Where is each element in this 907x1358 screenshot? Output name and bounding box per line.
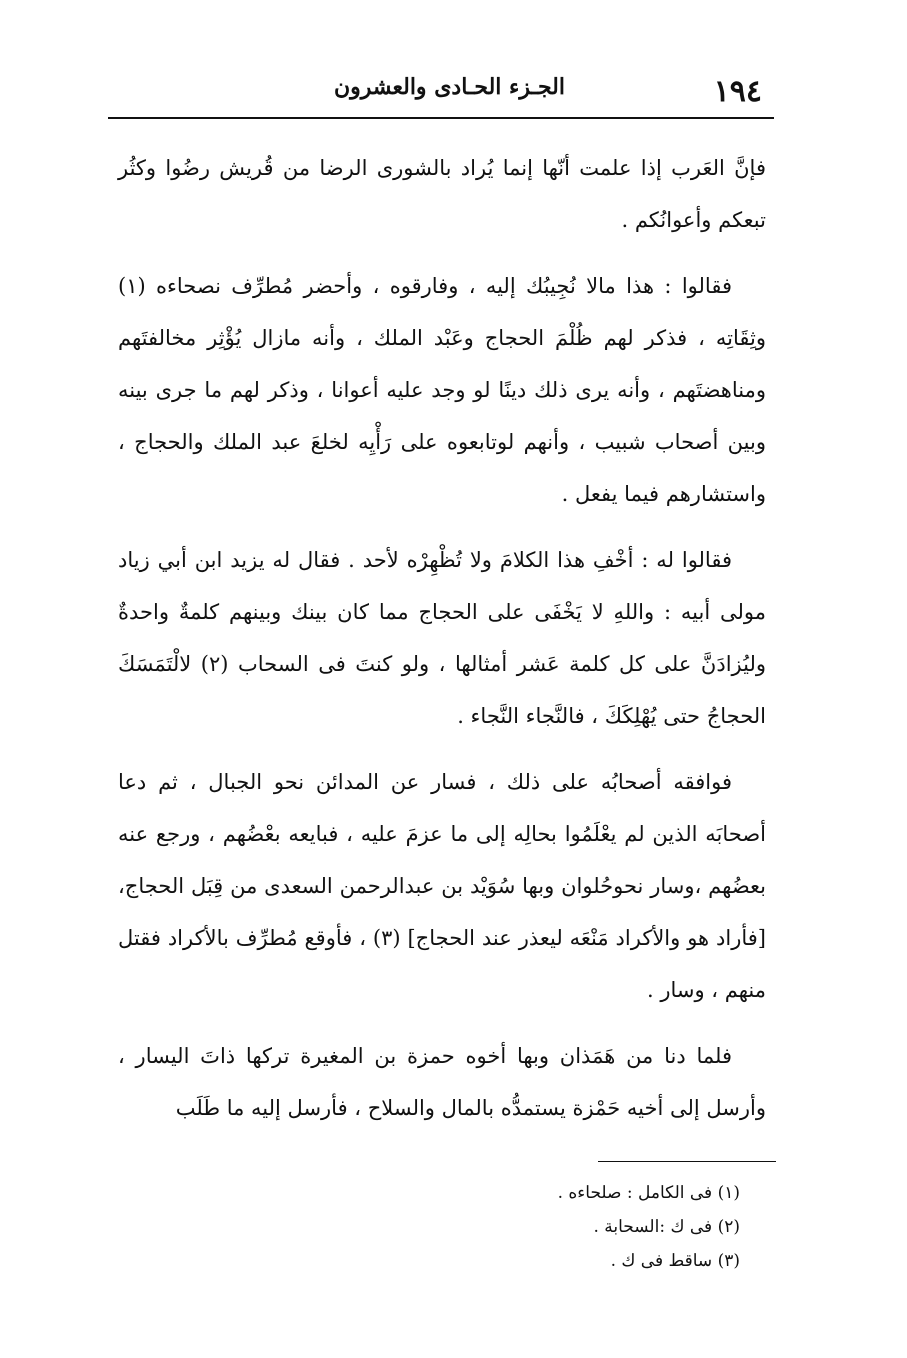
footnotes [420, 1176, 740, 1278]
page-number: ١٩٤ [713, 74, 762, 109]
page-header [118, 62, 770, 116]
paragraph: فقالوا له : أخْفِ هذا الكلامَ ولا تُظْهِرْه لأحد . فقال له يزيد ابن أبي زياد مولى أبيه : واللهِ لا يَخْفَى على الحجاج مما كان بينك وبينهم كلمةٌ واحدةٌ وليُزادَنَّ على كل كلمة عَشر أمثالها ، ولو كنتَ فى السحاب (٢) لالْتَمَسَكَ الحجاجُ حتى يُهْلِكَكَ ، فالنَّجاء النَّجاء . [118, 548, 766, 728]
main-text [118, 142, 766, 1134]
paragraph: فقالوا : هذا مالا نُجِيبُك إليه ، وفارقوه ، وأحضر مُطرِّف نصحاءه (١) وثِقَاتِه ، فذكر لهم ظُلْمَ الحجاج وعَبْد الملك ، وأنه مازال يُؤْثِر مخالفتَهم ومناهضتَهم ، وأنه يرى ذلك دينًا لو وجد عليه أعوانا ، وذكر لهم ما جرى بينه وبين أصحاب شبيب ، وأنهم لوتابعوه على رَأْيِه لخلعَ عبد الملك والحجاج ، واستشارهم فيما يفعل . [118, 274, 766, 506]
running-title: الجـزء الحـادى والعشرون [333, 74, 565, 100]
header-rule [108, 117, 774, 119]
paragraph: فلما دنا من هَمَذان وبها أخوه حمزة بن المغيرة تركها ذاتَ اليسار ، وأرسل إلى أخيه حَمْزة يستمدُّه بالمال والسلاح ، فأرسل إليه ما طَلَب [118, 1044, 766, 1120]
footnote-rule [598, 1161, 776, 1162]
footnote: (٢) فى ك :السحابة . [593, 1217, 740, 1237]
footnote: (٣) ساقط فى ك . [610, 1251, 740, 1271]
footnote: (١) فى الكامل : صلحاءه . [557, 1183, 740, 1203]
paragraph: فوافقه أصحابُه على ذلك ، فسار عن المدائن نحو الجبال ، ثم دعا أصحابَه الذين لم يعْلَمُوا بحالِه إلى ما عزمَ عليه ، فبايعه بعْضُهم ، ورجع عنه بعضُهم ،وسار نحوحُلوان وبها سُوَيْد بن عبدالرحمن السعدى من قِبَل الحجاج، [فأراد هو والأكراد مَنْعَه ليعذر عند الحجاج] (٣) ، فأوقع مُطرِّف بالأكراد فقتل منهم ، وسار . [118, 770, 766, 1002]
paragraph: فإنَّ العَرب إذا علمت أنّها إنما يُراد بالشورى الرضا من قُريش رضُوا وكثُر تبعكم وأعوانُكم . [118, 156, 766, 232]
